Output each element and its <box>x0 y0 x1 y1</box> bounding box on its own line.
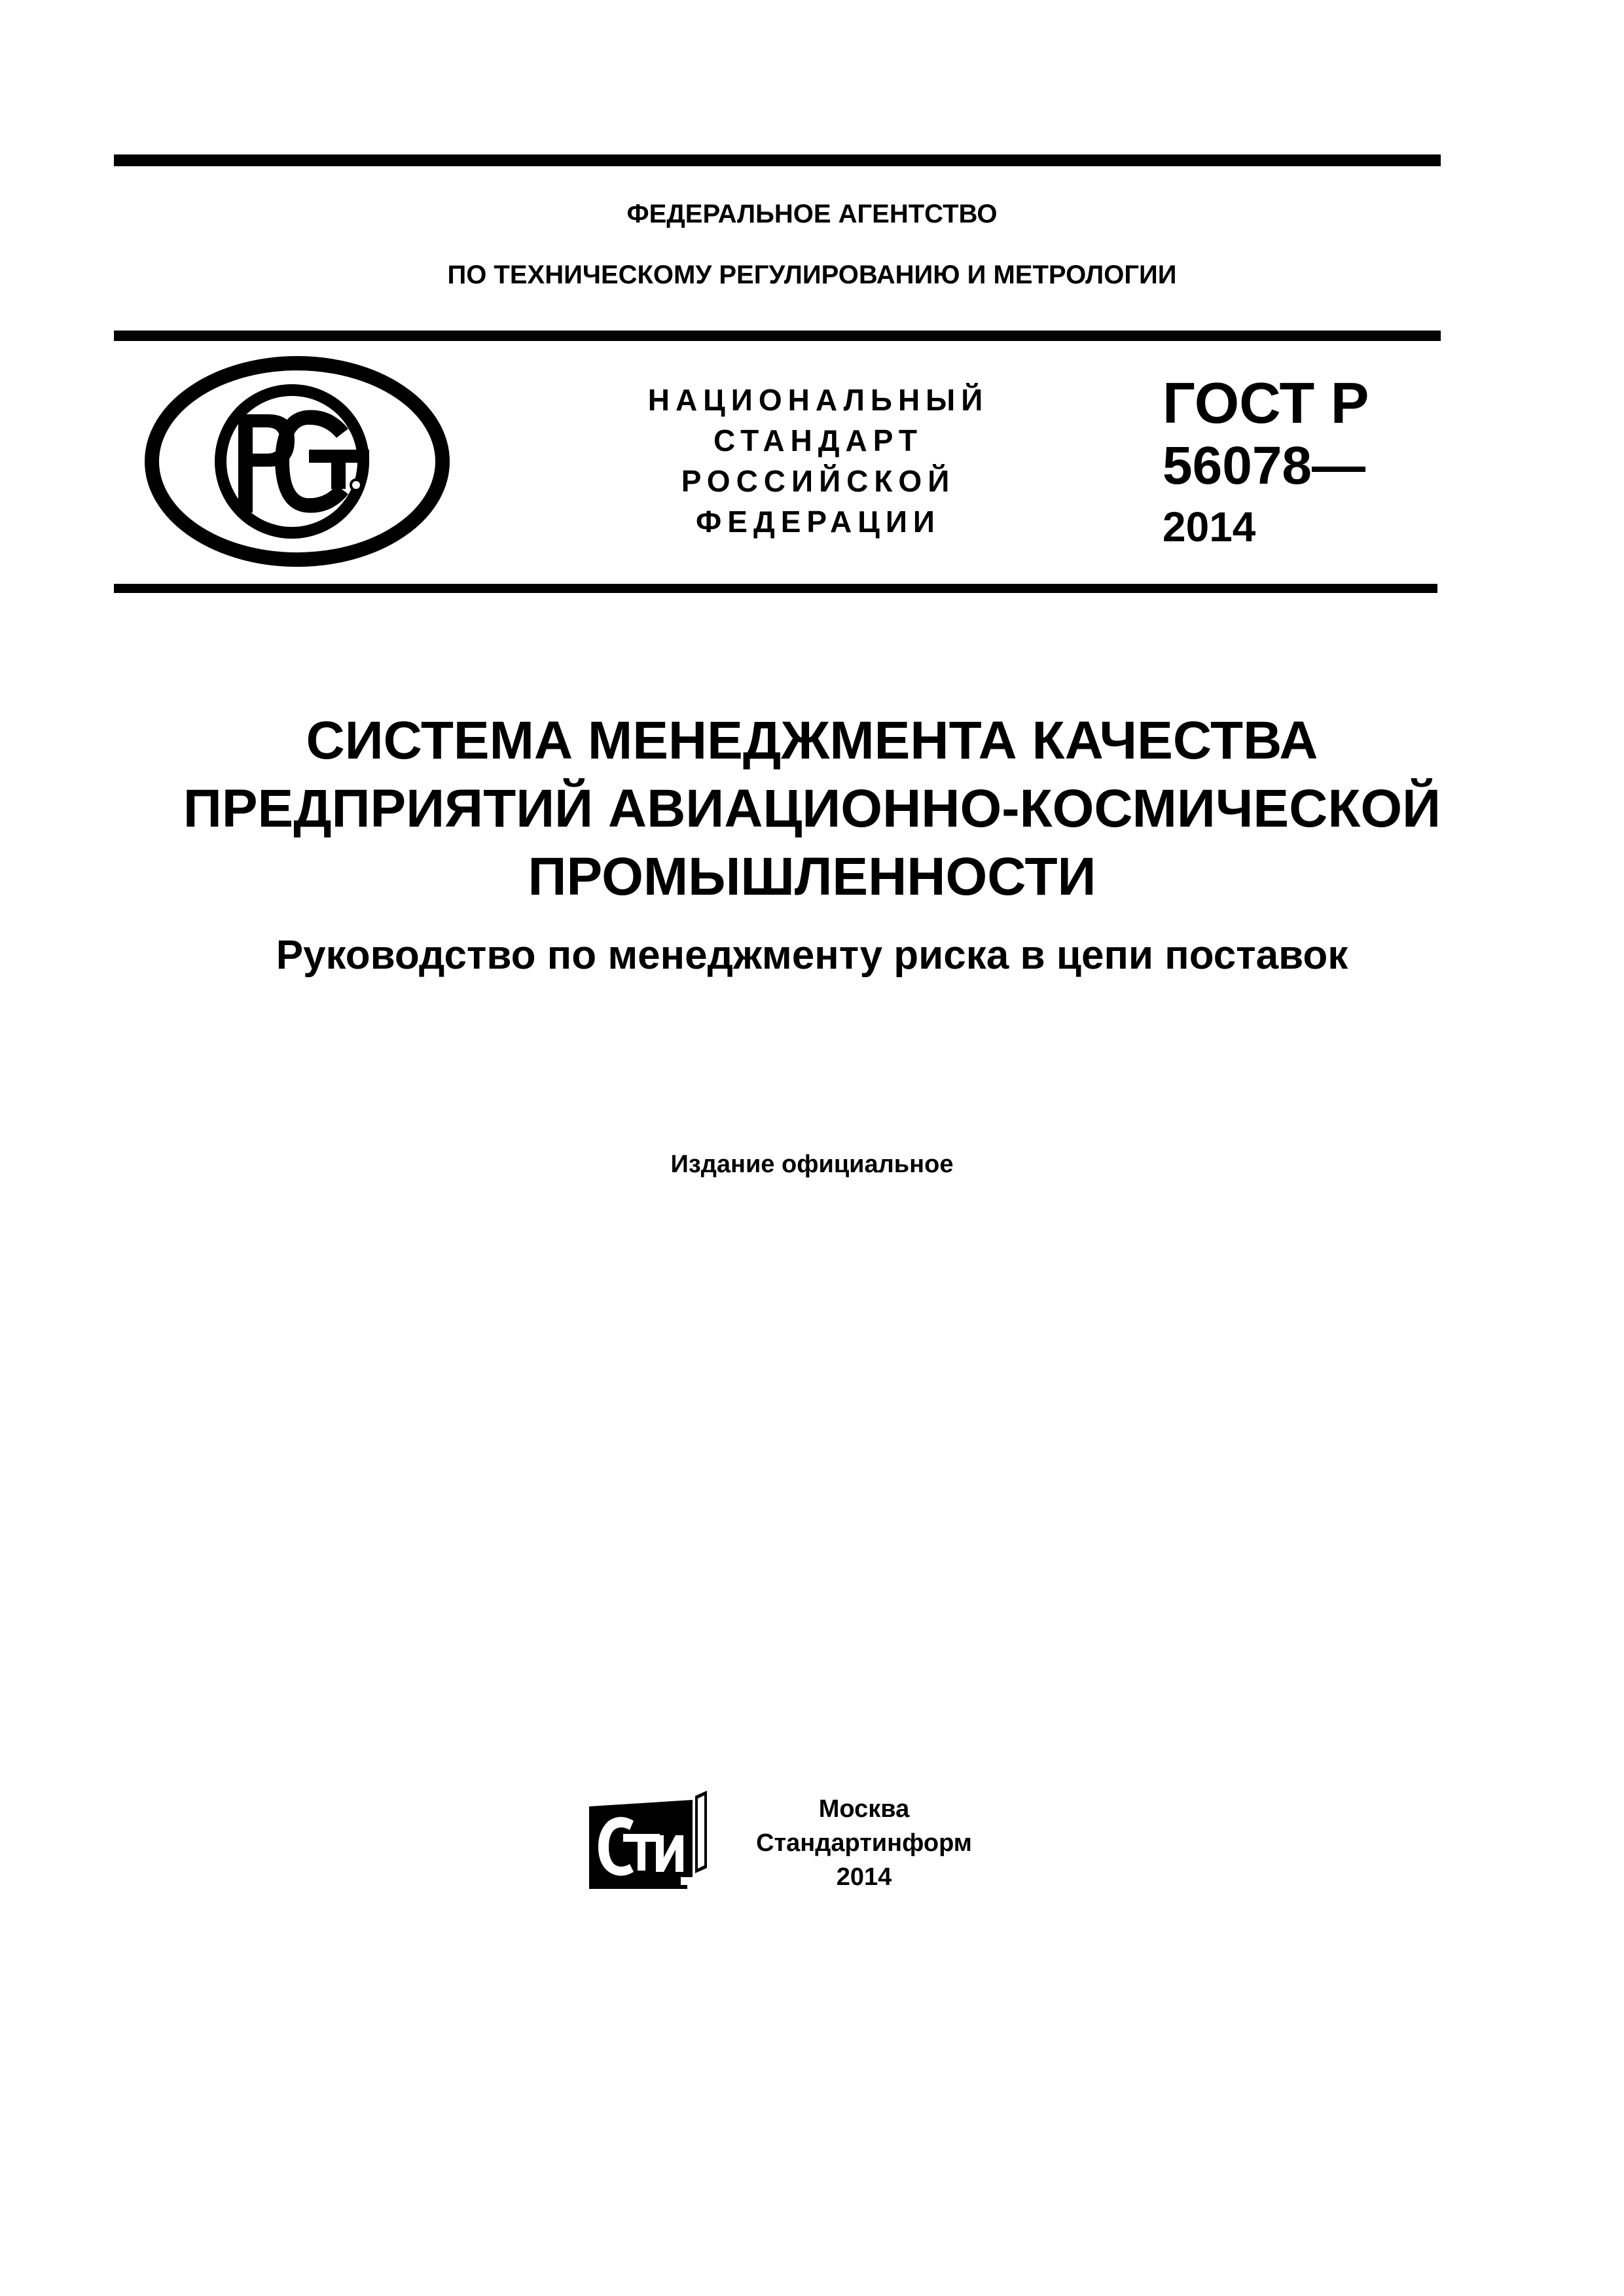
designation-line-2: 56078— <box>1163 436 1366 495</box>
title-line-3: ПРОМЫШЛЕННОСТИ <box>528 847 1096 906</box>
standartinform-logo-icon <box>583 1787 713 1892</box>
designation-line-1: ГОСТ Р <box>1163 370 1369 435</box>
publisher-city: Москва <box>818 1795 910 1823</box>
standard-designation <box>1163 372 1369 556</box>
publisher-year: 2014 <box>836 1863 892 1891</box>
national-standard-line-2: СТАНДАРТ <box>713 423 923 457</box>
national-standard-label <box>615 380 1021 542</box>
title-line-1: СИСТЕМА МЕНЕДЖМЕНТА КАЧЕСТВА <box>306 711 1318 770</box>
header-middle-rule <box>114 331 1441 341</box>
national-standard-line-3: РОССИЙСКОЙ <box>681 464 956 498</box>
agency-name-line1: ФЕДЕРАЛЬНОЕ АГЕНТСТВО <box>626 200 998 228</box>
document-subtitle: Руководство по менеджменту риска в цепи поставок <box>276 933 1348 978</box>
title-line-2: ПРЕДПРИЯТИЙ АВИАЦИОННО-КОСМИЧЕСКОЙ <box>183 779 1441 838</box>
publisher-name: Стандартинформ <box>756 1829 972 1857</box>
edition-note: Издание официальное <box>670 1151 954 1178</box>
header-bottom-rule <box>114 584 1437 593</box>
document-title <box>0 707 1624 911</box>
national-standard-line-1: НАЦИОНАЛЬНЫЙ <box>647 383 989 417</box>
publisher-imprint <box>733 1792 995 1894</box>
designation-line-3: 2014 <box>1163 503 1256 550</box>
header-top-rule <box>114 154 1441 166</box>
rst-emblem-icon <box>140 350 454 573</box>
agency-name-line2: ПО ТЕХНИЧЕСКОМУ РЕГУЛИРОВАНИЮ И МЕТРОЛОГИИ <box>447 260 1177 289</box>
national-standard-line-4: ФЕДЕРАЦИИ <box>696 505 941 539</box>
